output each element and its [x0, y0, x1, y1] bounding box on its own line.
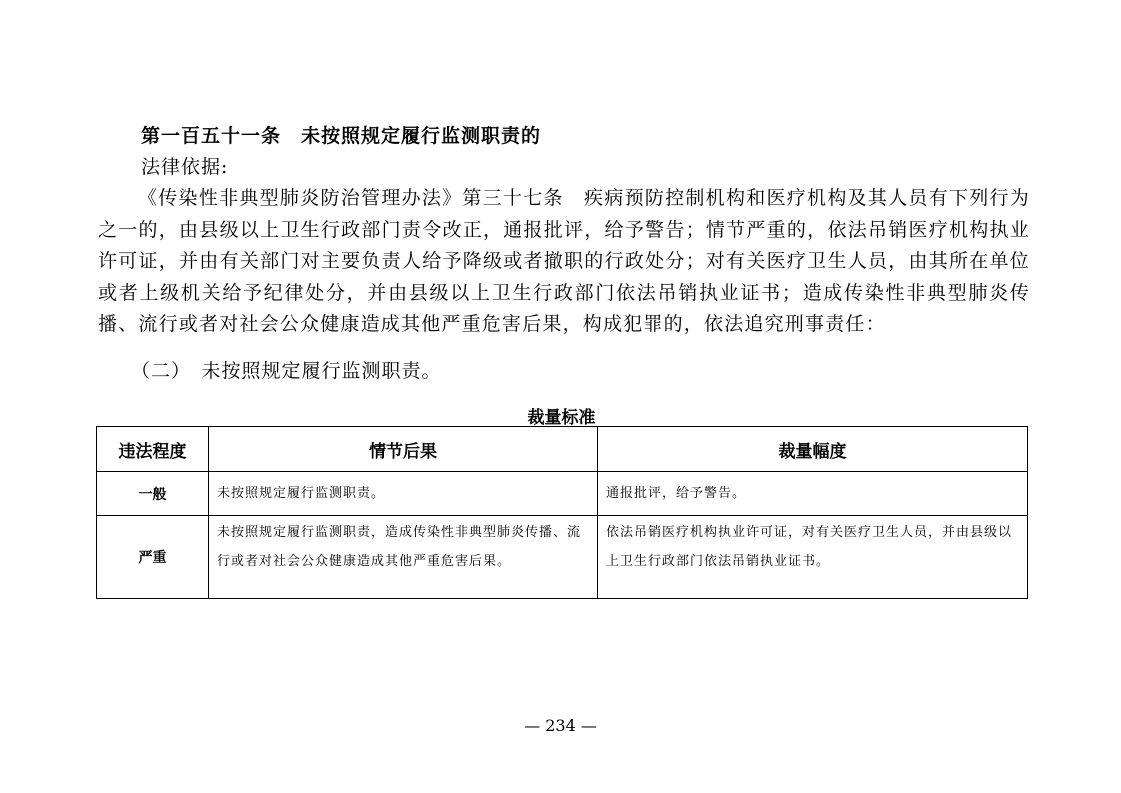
- penalty-cell: 通报批评，给予警告。: [598, 472, 1028, 516]
- level-general: 一般: [97, 472, 209, 516]
- clause-item: （二） 未按照规定履行监测职责。: [131, 360, 442, 382]
- article-title: 第一百五十一条 未按照规定履行监测职责的: [141, 125, 542, 147]
- circumstance-cell: 未按照规定履行监测职责，造成传染性非典型肺炎传播、流行或者对社会公众健康造成其他严重危害后果。: [209, 516, 598, 599]
- header-penalty-range: 裁量幅度: [598, 427, 1028, 472]
- page-number: — 234 —: [524, 716, 597, 735]
- penalty-cell: 依法吊销医疗机构执业许可证，对有关医疗卫生人员，并由县级以上卫生行政部门依法吊销执业证书。: [598, 516, 1028, 599]
- discretion-standards-table: [96, 426, 1028, 599]
- header-circumstance: 情节后果: [209, 427, 598, 472]
- table-caption: 裁量标准: [527, 408, 596, 428]
- legal-basis-label: 法律依据:: [141, 156, 229, 178]
- header-violation-degree: 违法程度: [97, 427, 209, 472]
- table-row: [97, 516, 1028, 599]
- level-serious: 严重: [97, 516, 209, 599]
- table-header-row: [97, 427, 1028, 472]
- table-row: [97, 472, 1028, 516]
- circumstance-cell: 未按照规定履行监测职责。: [209, 472, 598, 516]
- legal-basis-text: 《传染性非典型肺炎防治管理办法》第三十七条 疾病预防控制机构和医疗机构及其人员有下列行为之一的，由县级以上卫生行政部门责令改正，通报批评，给予警告；情节严重的，依法吊销医疗机构执业许可证，并由有关部门对主要负责人给予降级或者撤职的行政处分；对有关医疗卫生人员，由其所在单位或者上级机关给予纪律处分，并由县级以上卫生行政部门依法吊销执业证书；造成传染性非典型肺炎传播、流行或者对社会公众健康造成其他严重危害后果，构成犯罪的，依法追究刑事责任：: [98, 187, 1030, 335]
